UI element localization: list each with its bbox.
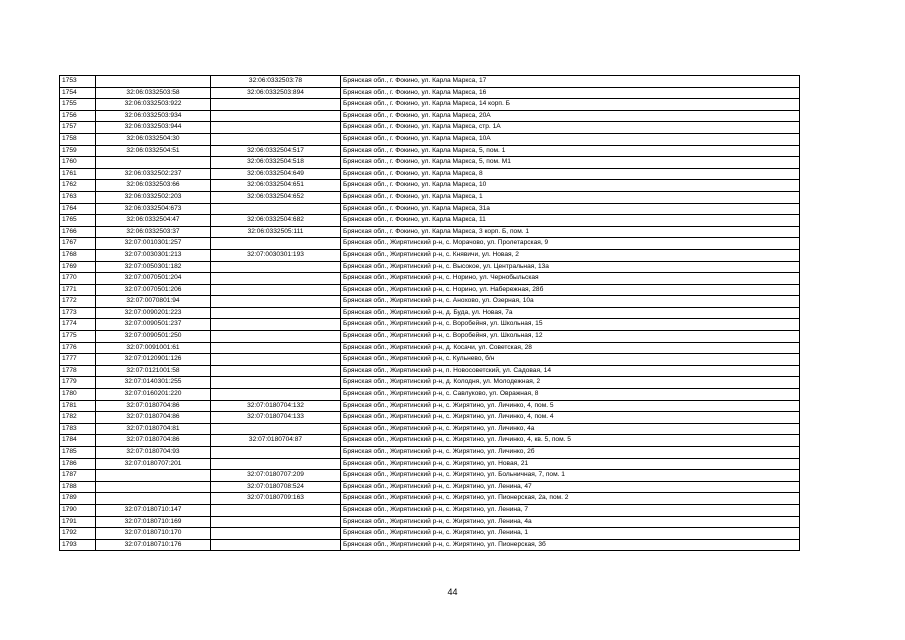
- cadastral-number-cell: 32:07:0120901:126: [96, 354, 211, 366]
- object-cadastral-number-cell: 32:06:0332504:517: [211, 145, 341, 157]
- object-cadastral-number-cell: 32:06:0332504:652: [211, 191, 341, 203]
- object-cadastral-number-cell: [211, 99, 341, 111]
- object-cadastral-number-cell: 32:07:0180709:163: [211, 493, 341, 505]
- table-row: [60, 226, 800, 238]
- row-number-cell: 1753: [60, 76, 96, 88]
- cadastral-number-cell: 32:06:0332503:58: [96, 87, 211, 99]
- cadastral-number-cell: [96, 157, 211, 169]
- address-cell: Брянская обл., Жирятинский р-н, с. Норино, ул. Набережная, 28б: [341, 284, 800, 296]
- table-row: [60, 76, 800, 88]
- table-row: [60, 412, 800, 424]
- address-cell: Брянская обл., г. Фокино, ул. Карла Маркса, стр. 1А: [341, 122, 800, 134]
- address-cell: Брянская обл., Жирятинский р-н, с. Высокое, ул. Центральная, 13а: [341, 261, 800, 273]
- object-cadastral-number-cell: [211, 377, 341, 389]
- cadastral-number-cell: 32:07:0180707:201: [96, 458, 211, 470]
- address-cell: Брянская обл., Жирятинский р-н, с. Морачово, ул. Пролетарская, 9: [341, 238, 800, 250]
- table-row: [60, 435, 800, 447]
- table-row: [60, 458, 800, 470]
- address-cell: Брянская обл., г. Фокино, ул. Карла Маркса, 20А: [341, 110, 800, 122]
- row-number-cell: 1754: [60, 87, 96, 99]
- cadastral-number-cell: 32:07:0010301:257: [96, 238, 211, 250]
- row-number-cell: 1768: [60, 249, 96, 261]
- cadastral-number-cell: 32:07:0180710:147: [96, 504, 211, 516]
- object-cadastral-number-cell: [211, 133, 341, 145]
- row-number-cell: 1791: [60, 516, 96, 528]
- object-cadastral-number-cell: [211, 342, 341, 354]
- row-number-cell: 1782: [60, 412, 96, 424]
- object-cadastral-number-cell: [211, 423, 341, 435]
- row-number-cell: 1755: [60, 99, 96, 111]
- address-cell: Брянская обл., Жирятинский р-н, с. Жирятино, ул. Ленина, 7: [341, 504, 800, 516]
- cadastral-number-cell: 32:06:0332503:37: [96, 226, 211, 238]
- address-cell: Брянская обл., г. Фокино, ул. Карла Маркса, 1: [341, 191, 800, 203]
- row-number-cell: 1759: [60, 145, 96, 157]
- row-number-cell: 1765: [60, 215, 96, 227]
- row-number-cell: 1789: [60, 493, 96, 505]
- table-row: [60, 331, 800, 343]
- cadastral-number-cell: 32:07:0050301:182: [96, 261, 211, 273]
- address-cell: Брянская обл., г. Фокино, ул. Карла Маркса, 8: [341, 168, 800, 180]
- cadastral-number-cell: 32:07:0121001:58: [96, 365, 211, 377]
- object-cadastral-number-cell: 32:07:0180704:132: [211, 400, 341, 412]
- row-number-cell: 1769: [60, 261, 96, 273]
- address-cell: Брянская обл., г. Фокино, ул. Карла Маркса, 5, пом. М1: [341, 157, 800, 169]
- address-cell: Брянская обл., г. Фокино, ул. Карла Маркса, 16: [341, 87, 800, 99]
- table-row: [60, 203, 800, 215]
- row-number-cell: 1779: [60, 377, 96, 389]
- cadastral-number-cell: 32:07:0180704:86: [96, 412, 211, 424]
- cadastral-number-cell: 32:06:0332503:922: [96, 99, 211, 111]
- table-row: [60, 191, 800, 203]
- address-cell: Брянская обл., г. Фокино, ул. Карла Маркса, 3 корп. Б, пом. 1: [341, 226, 800, 238]
- table-row: [60, 400, 800, 412]
- table-row: [60, 99, 800, 111]
- row-number-cell: 1783: [60, 423, 96, 435]
- cadastral-number-cell: 32:07:0070501:206: [96, 284, 211, 296]
- table-row: [60, 273, 800, 285]
- address-cell: Брянская обл., Жирятинский р-н, п. Новосоветский, ул. Садовая, 14: [341, 365, 800, 377]
- row-number-cell: 1792: [60, 528, 96, 540]
- address-cell: Брянская обл., Жирятинский р-н, с. Княвичи, ул. Новая, 2: [341, 249, 800, 261]
- table-row: [60, 481, 800, 493]
- row-number-cell: 1770: [60, 273, 96, 285]
- address-cell: Брянская обл., г. Фокино, ул. Карла Маркса, 31а: [341, 203, 800, 215]
- table-row: [60, 447, 800, 459]
- object-cadastral-number-cell: [211, 307, 341, 319]
- cadastral-number-cell: 32:06:0332504:47: [96, 215, 211, 227]
- object-cadastral-number-cell: [211, 284, 341, 296]
- address-cell: Брянская обл., Жирятинский р-н, д. Косачи, ул. Советская, 28: [341, 342, 800, 354]
- address-cell: Брянская обл., Жирятинский р-н, с. Жирятино, ул. Пионерская, 3б: [341, 539, 800, 551]
- table-row: [60, 168, 800, 180]
- row-number-cell: 1774: [60, 319, 96, 331]
- table-row: [60, 238, 800, 250]
- cadastral-number-cell: [96, 481, 211, 493]
- object-cadastral-number-cell: 32:06:0332504:651: [211, 180, 341, 192]
- object-cadastral-number-cell: 32:06:0332503:894: [211, 87, 341, 99]
- table-row: [60, 87, 800, 99]
- cadastral-number-cell: 32:07:0090501:250: [96, 331, 211, 343]
- object-cadastral-number-cell: 32:06:0332504:518: [211, 157, 341, 169]
- object-cadastral-number-cell: 32:06:0332504:682: [211, 215, 341, 227]
- cadastral-number-cell: 32:06:0332504:673: [96, 203, 211, 215]
- table-row: [60, 423, 800, 435]
- object-cadastral-number-cell: 32:06:0332504:649: [211, 168, 341, 180]
- table-row: [60, 504, 800, 516]
- table-row: [60, 122, 800, 134]
- address-cell: Брянская обл., Жирятинский р-н, с. Жирятино, ул. Ленина, 4а: [341, 516, 800, 528]
- cadastral-number-cell: [96, 470, 211, 482]
- object-cadastral-number-cell: [211, 365, 341, 377]
- row-number-cell: 1760: [60, 157, 96, 169]
- address-cell: Брянская обл., Жирятинский р-н, с. Жирятино, ул. Новая, 21: [341, 458, 800, 470]
- object-cadastral-number-cell: [211, 539, 341, 551]
- cadastral-number-cell: [96, 493, 211, 505]
- row-number-cell: 1790: [60, 504, 96, 516]
- table-row: [60, 470, 800, 482]
- row-number-cell: 1766: [60, 226, 96, 238]
- table-row: [60, 516, 800, 528]
- row-number-cell: 1767: [60, 238, 96, 250]
- object-cadastral-number-cell: [211, 447, 341, 459]
- cadastral-number-cell: 32:07:0160201:220: [96, 389, 211, 401]
- cadastral-number-cell: 32:07:0180710:176: [96, 539, 211, 551]
- object-cadastral-number-cell: 32:06:0332505:111: [211, 226, 341, 238]
- address-cell: Брянская обл., Жирятинский р-н, с. Жирятино, ул. Личинко, 4, кв. 5, пом. 5: [341, 435, 800, 447]
- cadastral-number-cell: 32:07:0070801:94: [96, 296, 211, 308]
- object-cadastral-number-cell: [211, 203, 341, 215]
- address-cell: Брянская обл., Жирятинский р-н, с. Жирятино, ул. Личинко, 4, пом. 5: [341, 400, 800, 412]
- cadastral-number-cell: 32:07:0140301:255: [96, 377, 211, 389]
- row-number-cell: 1787: [60, 470, 96, 482]
- object-cadastral-number-cell: 32:07:0180704:87: [211, 435, 341, 447]
- table-row: [60, 307, 800, 319]
- cadastral-number-cell: 32:07:0180710:170: [96, 528, 211, 540]
- table-row: [60, 365, 800, 377]
- object-cadastral-number-cell: [211, 296, 341, 308]
- table-row: [60, 354, 800, 366]
- cadastral-number-cell: 32:07:0030301:213: [96, 249, 211, 261]
- cadastral-number-cell: 32:07:0180704:81: [96, 423, 211, 435]
- address-cell: Брянская обл., г. Фокино, ул. Карла Маркса, 10А: [341, 133, 800, 145]
- address-cell: Брянская обл., Жирятинский р-н, с. Кульнево, б/н: [341, 354, 800, 366]
- row-number-cell: 1763: [60, 191, 96, 203]
- row-number-cell: 1775: [60, 331, 96, 343]
- table-row: [60, 389, 800, 401]
- row-number-cell: 1758: [60, 133, 96, 145]
- row-number-cell: 1777: [60, 354, 96, 366]
- object-cadastral-number-cell: [211, 354, 341, 366]
- registry-table-body: [60, 76, 800, 551]
- object-cadastral-number-cell: [211, 389, 341, 401]
- table-row: [60, 284, 800, 296]
- row-number-cell: 1788: [60, 481, 96, 493]
- table-row: [60, 145, 800, 157]
- row-number-cell: 1762: [60, 180, 96, 192]
- table-row: [60, 493, 800, 505]
- row-number-cell: 1786: [60, 458, 96, 470]
- row-number-cell: 1776: [60, 342, 96, 354]
- table-row: [60, 215, 800, 227]
- row-number-cell: 1778: [60, 365, 96, 377]
- address-cell: Брянская обл., Жирятинский р-н, с. Норино, ул. Чернобыльская: [341, 273, 800, 285]
- address-cell: Брянская обл., Жирятинский р-н, с. Жирятино, ул. Личинко, 4а: [341, 423, 800, 435]
- row-number-cell: 1761: [60, 168, 96, 180]
- cadastral-number-cell: 32:07:0090501:237: [96, 319, 211, 331]
- object-cadastral-number-cell: 32:06:0332503:78: [211, 76, 341, 88]
- table-row: [60, 377, 800, 389]
- address-cell: Брянская обл., Жирятинский р-н, с. Жирятино, ул. Личинко, 2б: [341, 447, 800, 459]
- address-cell: Брянская обл., Жирятинский р-н, с. Савлуково, ул. Овражная, 8: [341, 389, 800, 401]
- object-cadastral-number-cell: [211, 516, 341, 528]
- table-row: [60, 180, 800, 192]
- address-cell: Брянская обл., Жирятинский р-н, с. Жирятино, ул. Больничная, 7, пом. 1: [341, 470, 800, 482]
- row-number-cell: 1772: [60, 296, 96, 308]
- cadastral-number-cell: 32:06:0332503:944: [96, 122, 211, 134]
- row-number-cell: 1793: [60, 539, 96, 551]
- object-cadastral-number-cell: [211, 319, 341, 331]
- table-row: [60, 539, 800, 551]
- row-number-cell: 1784: [60, 435, 96, 447]
- row-number-cell: 1773: [60, 307, 96, 319]
- row-number-cell: 1757: [60, 122, 96, 134]
- registry-table: [59, 75, 800, 551]
- address-cell: Брянская обл., г. Фокино, ул. Карла Маркса, 10: [341, 180, 800, 192]
- row-number-cell: 1771: [60, 284, 96, 296]
- table-row: [60, 261, 800, 273]
- address-cell: Брянская обл., Жирятинский р-н, д. Буда, ул. Новая, 7а: [341, 307, 800, 319]
- cadastral-number-cell: 32:06:0332504:30: [96, 133, 211, 145]
- object-cadastral-number-cell: [211, 238, 341, 250]
- table-row: [60, 157, 800, 169]
- cadastral-number-cell: 32:07:0180704:86: [96, 400, 211, 412]
- row-number-cell: 1780: [60, 389, 96, 401]
- row-number-cell: 1756: [60, 110, 96, 122]
- address-cell: Брянская обл., Жирятинский р-н, с. Воробейня, ул. Школьная, 12: [341, 331, 800, 343]
- cadastral-number-cell: 32:07:0180704:86: [96, 435, 211, 447]
- address-cell: Брянская обл., г. Фокино, ул. Карла Маркса, 11: [341, 215, 800, 227]
- object-cadastral-number-cell: 32:07:0180708:524: [211, 481, 341, 493]
- address-cell: Брянская обл., г. Фокино, ул. Карла Маркса, 17: [341, 76, 800, 88]
- object-cadastral-number-cell: 32:07:0030301:193: [211, 249, 341, 261]
- object-cadastral-number-cell: [211, 110, 341, 122]
- cadastral-number-cell: 32:07:0180704:93: [96, 447, 211, 459]
- address-cell: Брянская обл., Жирятинский р-н, с. Жирятино, ул. Ленина, 1: [341, 528, 800, 540]
- table-row: [60, 528, 800, 540]
- cadastral-number-cell: 32:07:0180710:169: [96, 516, 211, 528]
- address-cell: Брянская обл., Жирятинский р-н, с. Жирятино, ул. Личинко, 4, пом. 4: [341, 412, 800, 424]
- object-cadastral-number-cell: 32:07:0180704:133: [211, 412, 341, 424]
- address-cell: Брянская обл., Жирятинский р-н, с. Анохово, ул. Озерная, 10а: [341, 296, 800, 308]
- page-number: 44: [447, 587, 458, 597]
- cadastral-number-cell: [96, 76, 211, 88]
- object-cadastral-number-cell: [211, 331, 341, 343]
- address-cell: Брянская обл., Жирятинский р-н, с. Жирятино, ул. Ленина, 47: [341, 481, 800, 493]
- cadastral-number-cell: 32:06:0332502:237: [96, 168, 211, 180]
- object-cadastral-number-cell: [211, 504, 341, 516]
- object-cadastral-number-cell: 32:07:0180707:209: [211, 470, 341, 482]
- row-number-cell: 1785: [60, 447, 96, 459]
- table-row: [60, 296, 800, 308]
- address-cell: Брянская обл., Жирятинский р-н, с. Жирятино, ул. Пионерская, 2а, пом. 2: [341, 493, 800, 505]
- table-row: [60, 342, 800, 354]
- table-row: [60, 319, 800, 331]
- table-row: [60, 133, 800, 145]
- cadastral-number-cell: 32:06:0332504:51: [96, 145, 211, 157]
- cadastral-number-cell: 32:07:0091001:61: [96, 342, 211, 354]
- address-cell: Брянская обл., Жирятинский р-н, с. Воробейня, ул. Школьная, 15: [341, 319, 800, 331]
- cadastral-number-cell: 32:07:0070501:204: [96, 273, 211, 285]
- cadastral-number-cell: 32:06:0332502:203: [96, 191, 211, 203]
- object-cadastral-number-cell: [211, 528, 341, 540]
- object-cadastral-number-cell: [211, 261, 341, 273]
- object-cadastral-number-cell: [211, 458, 341, 470]
- address-cell: Брянская обл., г. Фокино, ул. Карла Маркса, 5, пом. 1: [341, 145, 800, 157]
- address-cell: Брянская обл., г. Фокино, ул. Карла Маркса, 14 корп. Б: [341, 99, 800, 111]
- cadastral-number-cell: 32:06:0332503:934: [96, 110, 211, 122]
- cadastral-number-cell: 32:06:0332503:66: [96, 180, 211, 192]
- cadastral-number-cell: 32:07:0090201:223: [96, 307, 211, 319]
- row-number-cell: 1781: [60, 400, 96, 412]
- address-cell: Брянская обл., Жирятинский р-н, д. Колодня, ул. Молодежная, 2: [341, 377, 800, 389]
- object-cadastral-number-cell: [211, 273, 341, 285]
- table-row: [60, 110, 800, 122]
- row-number-cell: 1764: [60, 203, 96, 215]
- object-cadastral-number-cell: [211, 122, 341, 134]
- table-row: [60, 249, 800, 261]
